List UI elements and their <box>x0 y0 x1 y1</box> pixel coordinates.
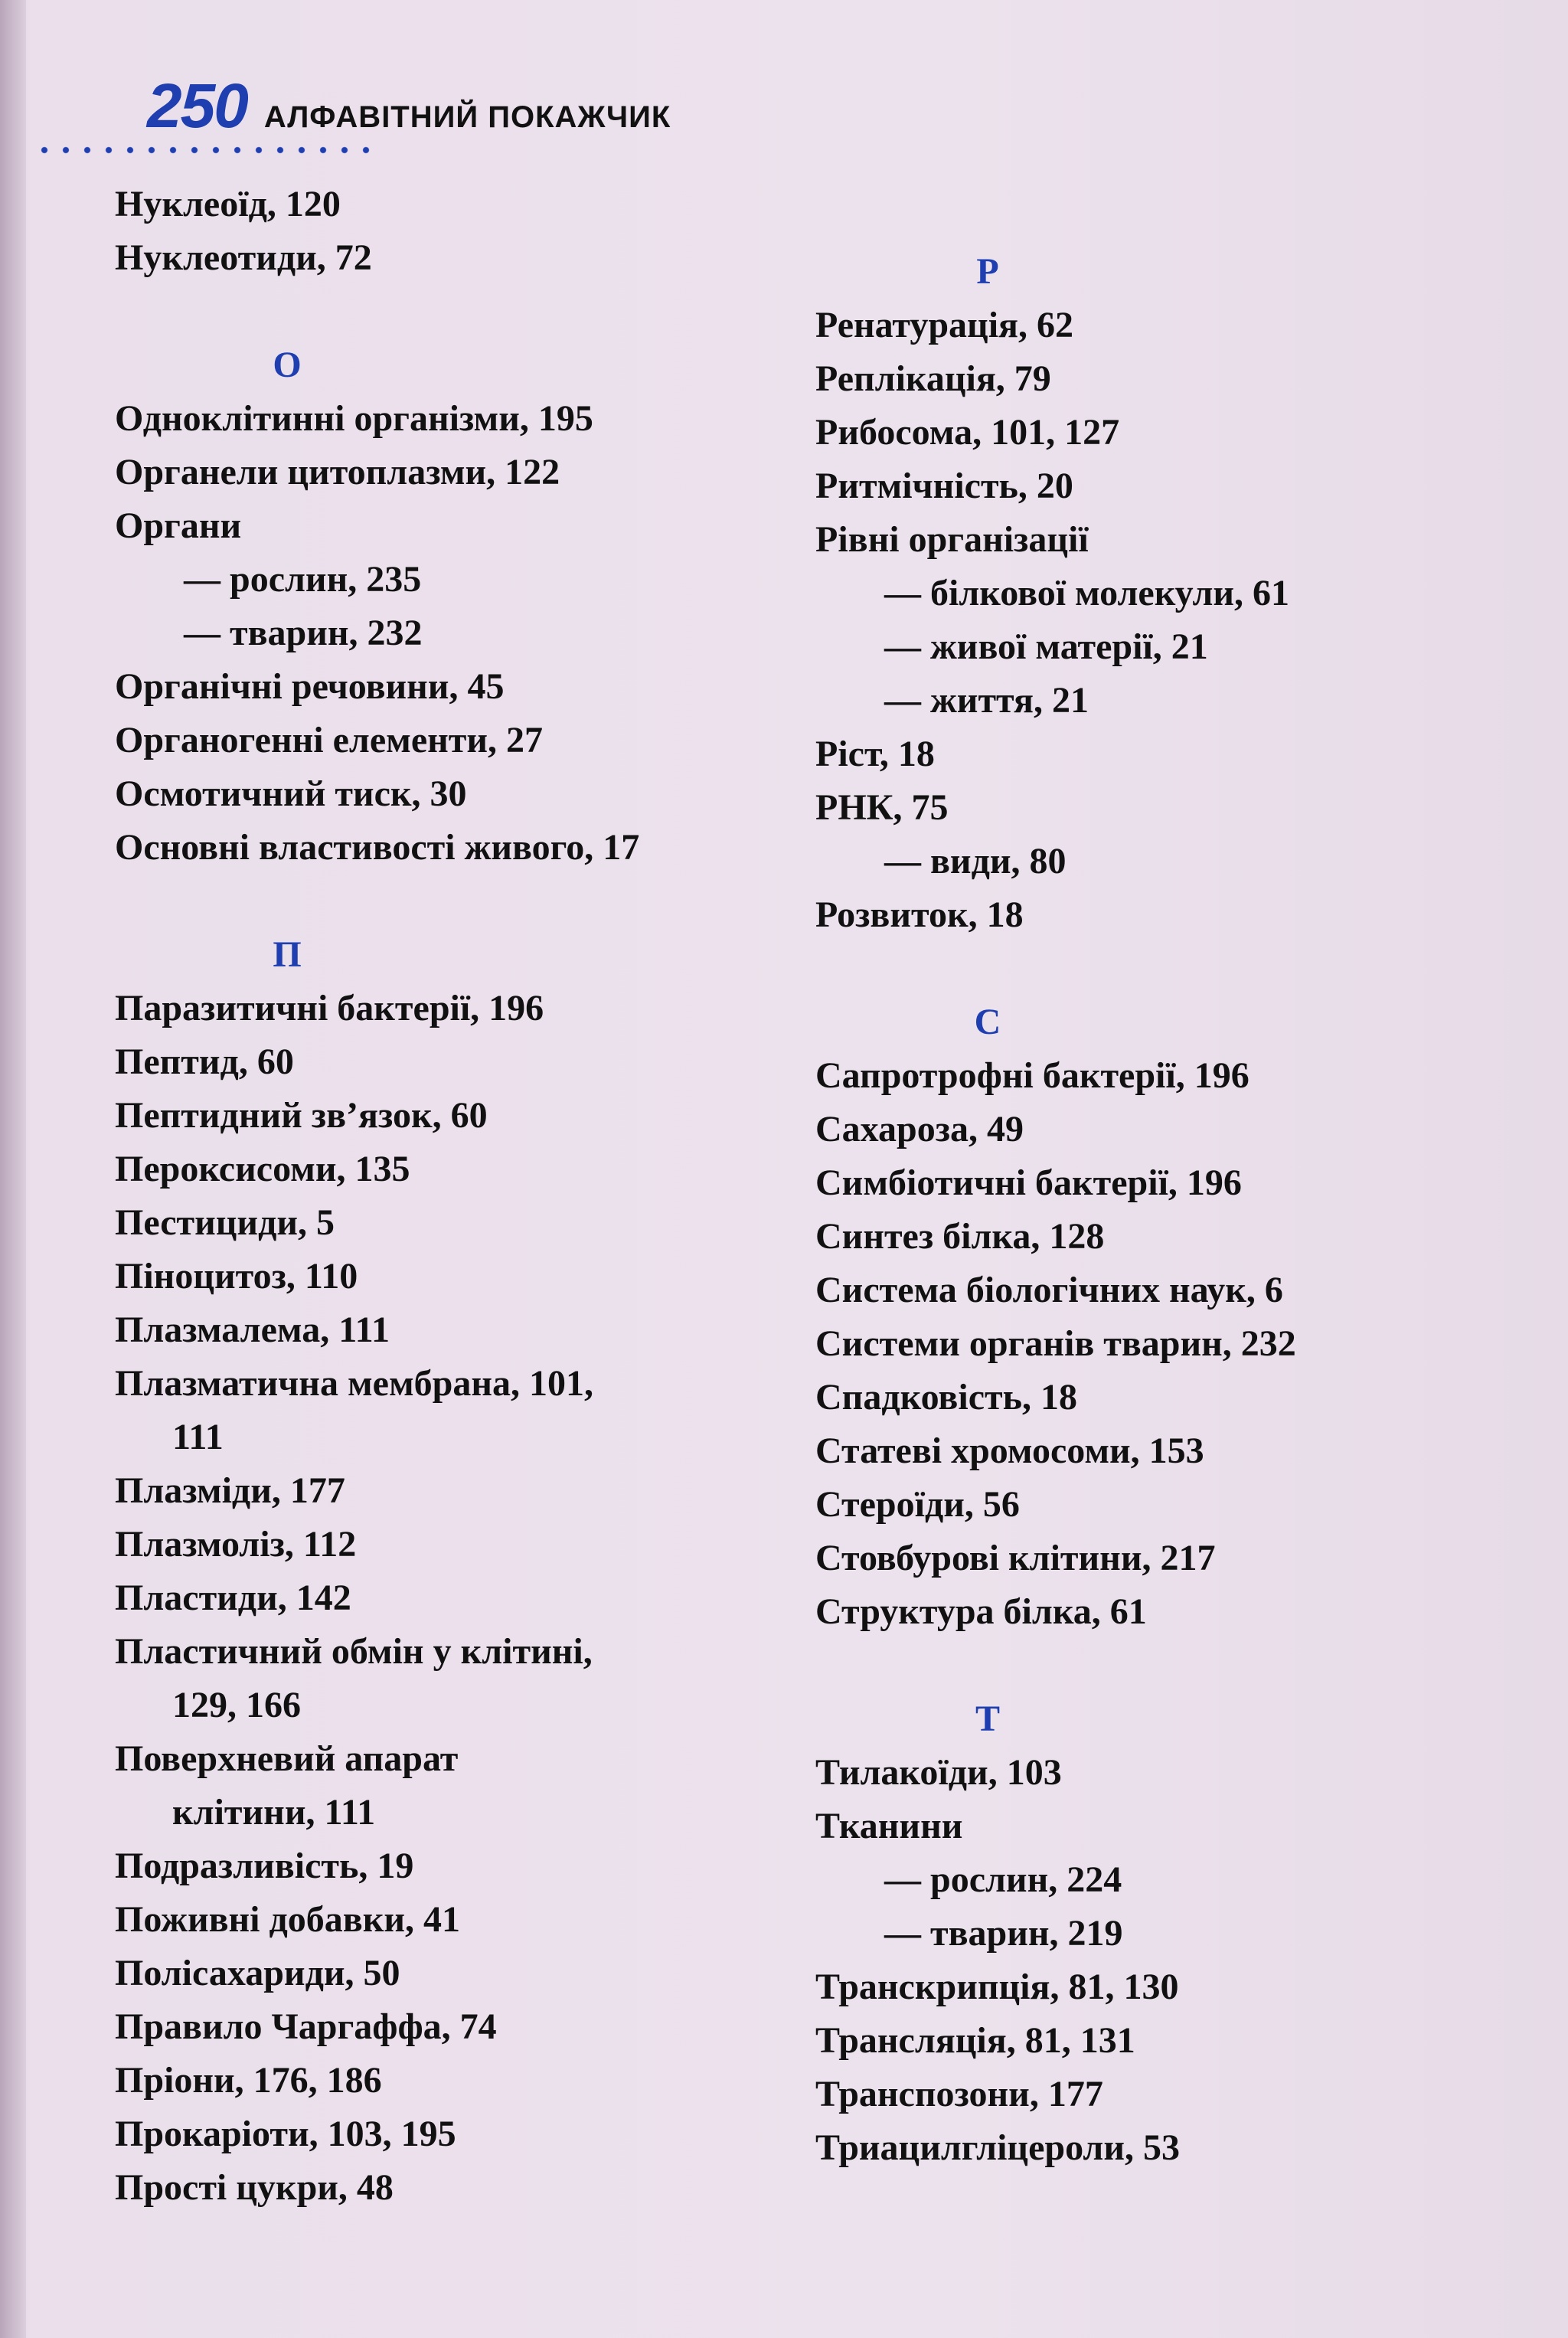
section-spacer <box>115 875 804 928</box>
index-entry: Плазмоліз, 112 <box>115 1524 357 1565</box>
index-entry: Ритмічність, 20 <box>815 466 1073 506</box>
index-entry: Ріст, 18 <box>815 734 935 774</box>
index-entry: Статеві хромосоми, 153 <box>815 1431 1204 1471</box>
index-entry: Паразитичні бактерії, 196 <box>115 988 544 1028</box>
index-subentry: — види, 80 <box>884 841 1067 881</box>
index-entry: Спадковість, 18 <box>815 1377 1077 1418</box>
section-letter-heading: С <box>974 1002 1001 1042</box>
index-entry: Пластичний обмін у клітині, <box>115 1631 593 1672</box>
index-subentry: — рослин, 224 <box>884 1859 1122 1900</box>
index-subentry: — тварин, 219 <box>884 1913 1123 1954</box>
index-entry: Нуклеоїд, 120 <box>115 184 341 224</box>
index-subentry: — білкової молекули, 61 <box>884 573 1290 613</box>
index-entry: Органели цитоплазми, 122 <box>115 452 560 492</box>
index-entry: Органічні речовини, 45 <box>115 666 505 707</box>
index-subentry: — живої матерії, 21 <box>884 626 1208 667</box>
index-entry-continuation: 111 <box>172 1417 224 1457</box>
index-entry: Трансляція, 81, 131 <box>815 2020 1135 2061</box>
index-entry: Органогенні елементи, 27 <box>115 720 544 760</box>
index-entry: Ренатурація, 62 <box>815 305 1074 345</box>
index-entry: Пептидний зв’язок, 60 <box>115 1095 488 1136</box>
section-spacer <box>815 1639 1550 1692</box>
index-column-left <box>115 178 804 2215</box>
page-header <box>147 70 671 139</box>
index-entry: Поживні добавки, 41 <box>115 1899 461 1940</box>
page-number: 250 <box>147 71 247 141</box>
index-entry: Подразливість, 19 <box>115 1846 414 1886</box>
index-entry: Плазматична мембрана, 101, <box>115 1363 594 1404</box>
index-entry: Осмотичний тиск, 30 <box>115 773 467 814</box>
index-entry: Пероксисоми, 135 <box>115 1149 410 1189</box>
index-entry: Стероїди, 56 <box>815 1484 1020 1525</box>
index-entry: Симбіотичні бактерії, 196 <box>815 1162 1242 1203</box>
index-entry: Поверхневий апарат <box>115 1738 459 1779</box>
index-entry: Транспозони, 177 <box>815 2074 1103 2114</box>
index-entry: Тканини <box>815 1806 963 1846</box>
section-spacer <box>815 942 1550 996</box>
index-entry: Одноклітинні організми, 195 <box>115 398 593 439</box>
index-entry: Пріони, 176, 186 <box>115 2060 382 2101</box>
index-entry: Розвиток, 18 <box>815 894 1024 935</box>
decorative-dotted-line <box>34 146 371 155</box>
index-entry: Сахароза, 49 <box>815 1109 1024 1149</box>
section-letter-heading: П <box>273 934 302 975</box>
index-entry-continuation: 129, 166 <box>172 1685 301 1725</box>
index-subentry: — життя, 21 <box>884 680 1089 721</box>
index-entry: Структура білка, 61 <box>815 1591 1147 1632</box>
index-subentry: — тварин, 232 <box>184 613 423 653</box>
index-entry-continuation: клітини, 111 <box>172 1792 376 1833</box>
index-entry: Прокаріоти, 103, 195 <box>115 2114 456 2154</box>
index-entry: Реплікація, 79 <box>815 358 1051 399</box>
section-spacer <box>115 285 804 338</box>
index-entry: Стовбурові клітини, 217 <box>815 1538 1216 1578</box>
index-entry: Сапротрофні бактерії, 196 <box>815 1055 1250 1096</box>
index-entry: Пестициди, 5 <box>115 1202 335 1243</box>
index-entry: РНК, 75 <box>815 787 949 828</box>
index-entry: Плазміди, 177 <box>115 1470 345 1511</box>
index-entry: Тилакоїди, 103 <box>815 1752 1062 1793</box>
index-entry: Транскрипція, 81, 130 <box>815 1967 1179 2007</box>
page-spine-shadow <box>0 0 26 2338</box>
index-entry: Рибосома, 101, 127 <box>815 412 1120 453</box>
index-entry: Нуклеотиди, 72 <box>115 237 372 278</box>
index-entry: Пептид, 60 <box>115 1041 294 1082</box>
index-entry: Піноцитоз, 110 <box>115 1256 358 1297</box>
index-entry: Триацилгліцероли, 53 <box>815 2127 1181 2168</box>
index-entry: Плазмалема, 111 <box>115 1310 390 1350</box>
page-title: АЛФАВІТНИЙ ПОКАЖЧИК <box>263 100 671 134</box>
section-letter-heading: О <box>273 345 302 385</box>
index-entry: Правило Чаргаффа, 74 <box>115 2006 497 2047</box>
index-entry: Системи органів тварин, 232 <box>815 1323 1296 1364</box>
section-letter-heading: Р <box>976 251 999 292</box>
section-letter-heading: Т <box>975 1699 1000 1739</box>
index-entry: Прості цукри, 48 <box>115 2167 394 2208</box>
index-entry: Рівні організації <box>815 519 1089 560</box>
index-entry: Полісахариди, 50 <box>115 1953 400 1993</box>
index-column-right <box>815 245 1550 2175</box>
index-entry: Органи <box>115 505 242 546</box>
index-entry: Основні властивості живого, 17 <box>115 827 640 868</box>
index-entry: Синтез білка, 128 <box>815 1216 1105 1257</box>
index-entry: Пластиди, 142 <box>115 1578 351 1618</box>
index-subentry: — рослин, 235 <box>184 559 422 600</box>
index-entry: Система біологічних наук, 6 <box>815 1270 1283 1310</box>
